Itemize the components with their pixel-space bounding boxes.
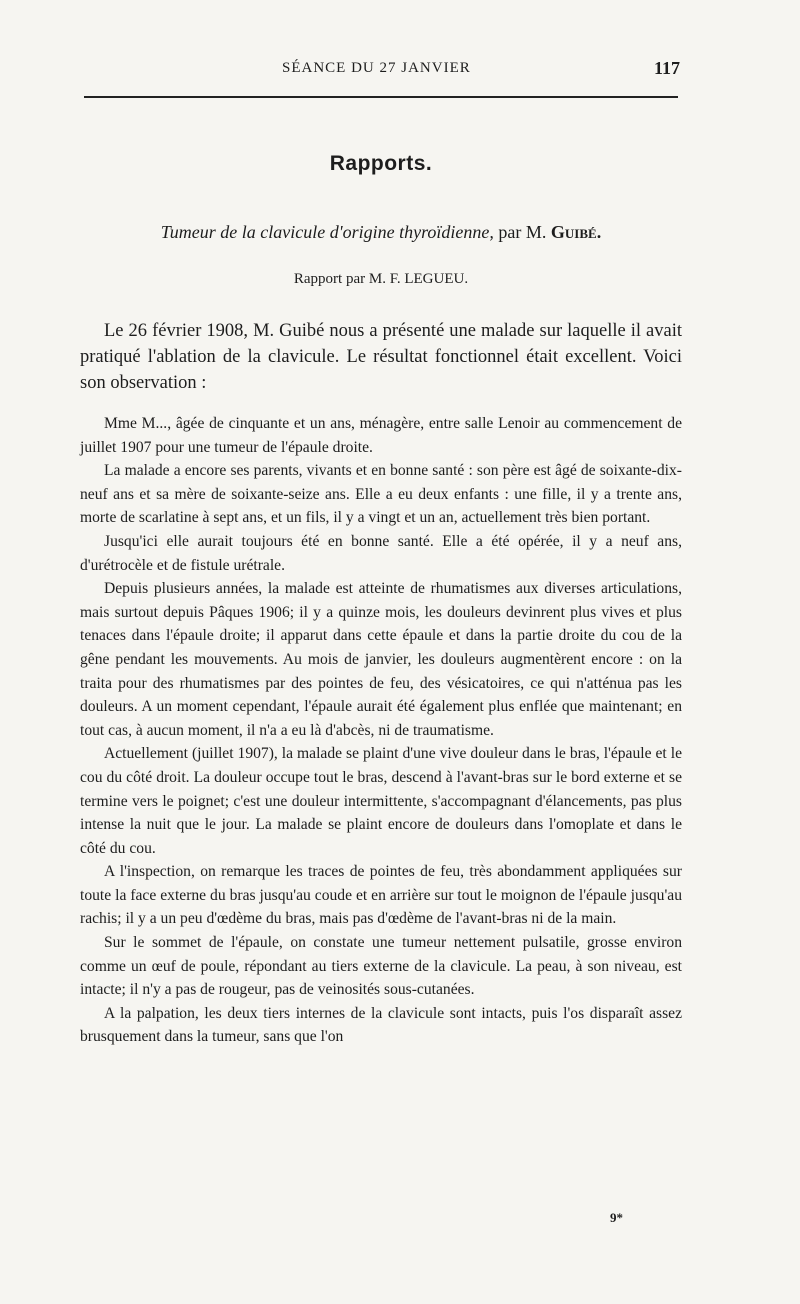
observation-paragraph-3: Jusqu'ici elle aurait toujours été en bonne santé. Elle a été opérée, il y a neuf ans, d'urétrocèle et de fistule urétrale.	[80, 532, 682, 574]
observation-paragraph-1: Mme M..., âgée de cinquante et un ans, ménagère, entre salle Lenoir au commencement de juillet 1907 pour une tumeur de l'épaule droite.	[80, 415, 682, 456]
observation-paragraph-7: Sur le sommet de l'épaule, on constate une tumeur nettement pulsatile, grosse environ comme un œuf de poule, répondant au tiers externe de la clavicule. La peau, à son niveau, est intacte; il n'y a pas de rougeur, pas de veinosités sous-cutanées.	[80, 934, 682, 999]
observation-paragraph-5: Actuellement (juillet 1907), la malade se plaint d'une vive douleur dans le bras, l'épaule et le cou du côté droit. La douleur occupe tout le bras, descend à l'avant-bras sur le bord externe et se termine vers le poignet; c'est une douleur intermittente, s'accompagnant d'élancements, pas plus intense la nuit que le jour. La malade se plaint encore de douleurs dans l'omoplate et dans le côté du cou.	[80, 745, 682, 857]
article-title-by: par M.	[493, 222, 551, 242]
page-number: 117	[653, 58, 680, 78]
article-author: Guibé.	[550, 222, 602, 242]
observation-paragraph-6: A l'inspection, on remarque les traces de pointes de feu, très abondamment appliquées sur toute la face externe du bras jusqu'au coude et en arrière sur tout le moignon de l'épaule jusqu'au rachis; il y a un peu d'œdème du bras, mais pas d'œdème de l'avant-bras ni de la main.	[80, 863, 682, 928]
observation-paragraph-4: Depuis plusieurs années, la malade est atteinte de rhumatismes aux diverses articulations, mais surtout depuis Pâques 1906; il y a quinze mois, les douleurs devinrent plus vives et plus tenaces dans l'épaule droite; il apparut dans cette épaule et dans la partie droite du cou de la gêne pendant les mouvements. Au mois de janvier, les douleurs augmentèrent encore : on la traita pour des rhumatismes par des pointes de feu, des vésicatoires, ce qui n'atténua pas les douleurs. A un moment cependant, l'épaule aurait été également plus enflée que maintenant; en tout cas, à aucun moment, il n'a a eu là d'abcès, ni de traumatisme.	[80, 580, 682, 739]
page	[80, 0, 682, 1304]
header-rule	[84, 96, 678, 98]
article-title	[80, 222, 682, 243]
observation-paragraph-8: A la palpation, les deux tiers internes de la clavicule sont intacts, puis l'os disparaît assez brusquement dans la tumeur, sans que l'on	[80, 1004, 682, 1046]
article-title-italic: Tumeur de la clavicule d'origine thyroïdienne,	[160, 222, 494, 242]
intro-paragraph: Le 26 février 1908, M. Guibé nous a présenté une malade sur laquelle il avait pratiqué l'ablation de la clavicule. Le résultat fonctionnel était excellent. Voici son observation :	[80, 321, 682, 393]
section-heading: Rapports.	[329, 152, 433, 175]
observation-body	[80, 412, 682, 1049]
running-head	[80, 60, 682, 84]
observation-paragraph-2: La malade a encore ses parents, vivants et en bonne santé : son père est âgé de soixante-dix-neuf ans et sa mère de soixante-seize ans. Elle a eu deux enfants : une fille, il y a trente ans, morte de scarlatine à sept ans, et un fils, il y a vingt et un an, actuellement très bien portant.	[80, 462, 682, 527]
report-by-line: Rapport par M. F. LEGUEU.	[293, 271, 469, 287]
running-title: SÉANCE DU 27 JANVIER	[282, 60, 471, 76]
signature-mark: 9*	[610, 1210, 623, 1225]
